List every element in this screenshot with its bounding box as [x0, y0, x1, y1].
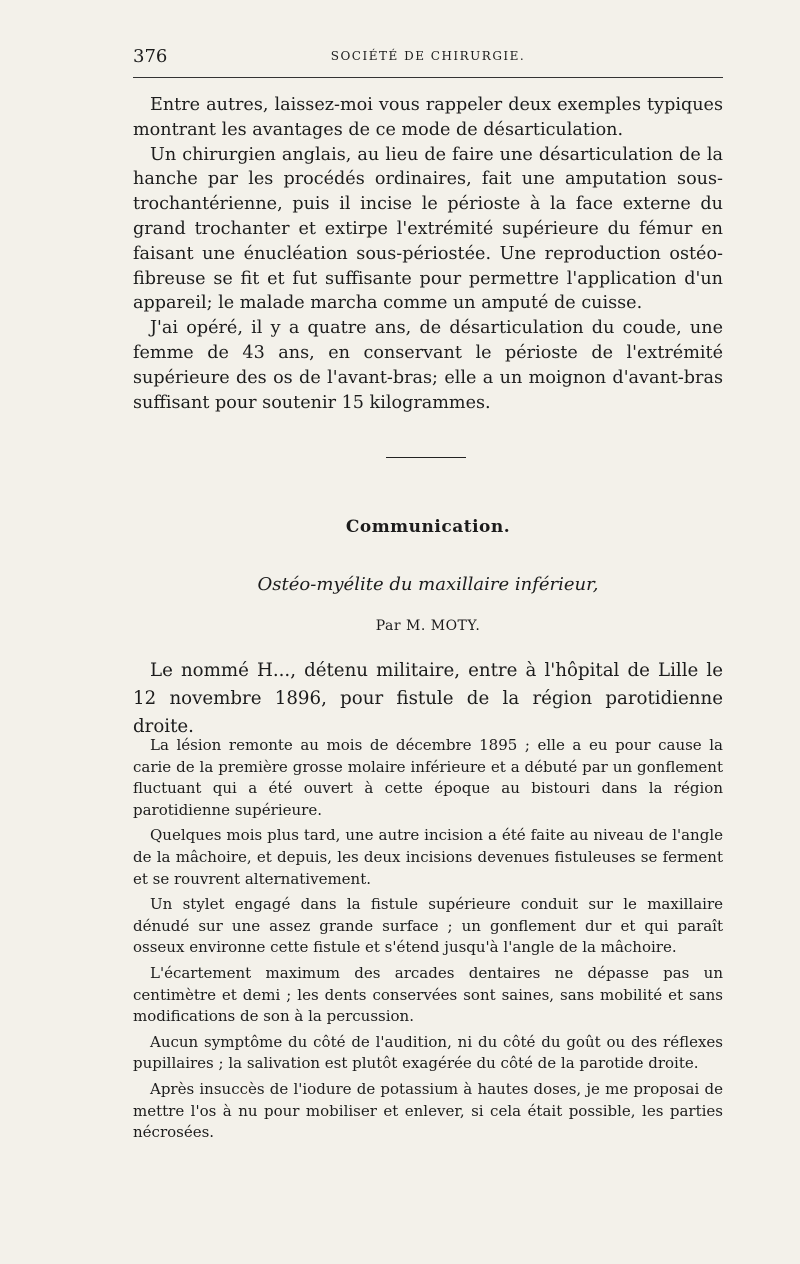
paragraph: Aucun symptôme du côté de l'audition, ni du côté du goût ou des réflexes pupillaires ; la salivation est plutôt exagérée du côté de la parotide droite.	[133, 1032, 723, 1073]
page-header	[133, 46, 723, 70]
lead-text	[133, 657, 723, 741]
section-divider	[386, 457, 466, 458]
paragraph: Un stylet engagé dans la fistule supérieure conduit sur le maxillaire dénudé sur une assez grande surface ; un gonflement dur et qui paraît osseux environne cette fistule et s'étend jusqu'à l'angle de la mâchoire.	[133, 895, 723, 957]
page-number: 376	[133, 46, 168, 67]
paragraph: Un chirurgien anglais, au lieu de faire une désarticulation de la hanche par les procédés ordinaires, fait une amputation sous-trochantérienne, puis il incise le périoste à la face externe du grand trochanter et extirpe l'extrémité supérieure du fémur en faisant une énucléation sous-périostée. Une reproduction ostéo-fibreuse se fit et fut suffisante pour permettre l'application d'un appareil; le malade marcha comme un amputé de cuisse.	[133, 144, 723, 314]
paragraph: Entre autres, laissez-moi vous rappeler deux exemples typiques montrant les avantages de ce mode de désarticulation.	[133, 95, 723, 140]
section-heading: Communication.	[345, 517, 511, 537]
header-rule	[133, 77, 723, 78]
article-title: Ostéo-myélite du maxillaire inférieur,	[257, 574, 599, 595]
paragraph: L'écartement maximum des arcades dentaires ne dépasse pas un centimètre et demi ; les dents conservées sont saines, sans mobilité et sans modifications de son à la percussion.	[133, 963, 723, 1026]
lead-paragraph: Le nommé H..., détenu militaire, entre à l'hôpital de Lille le 12 novembre 1896, pour fistule de la région parotidienne droite.	[133, 660, 723, 737]
byline: Par M. MOTY.	[375, 618, 481, 634]
body-text	[133, 93, 723, 415]
case-report	[133, 735, 723, 1148]
paragraph: Quelques mois plus tard, une autre incision a été faite au niveau de l'angle de la mâchoire, et depuis, les deux incisions devenues fistuleuses se ferment et se rouvrent alternativement.	[133, 826, 723, 888]
running-title: SOCIÉTÉ DE CHIRURGIE.	[330, 49, 526, 63]
paragraph: La lésion remonte au mois de décembre 1895 ; elle a eu pour cause la carie de la première grosse molaire inférieure et a débuté par un gonflement fluctuant qui a été ouvert à cette époque au bistouri dans la région parotidienne supérieure.	[133, 736, 723, 819]
paragraph: Après insuccès de l'iodure de potassium à hautes doses, je me proposai de mettre l'os à nu pour mobiliser et enlever, si cela était possible, les parties nécrosées.	[133, 1079, 723, 1142]
paragraph: J'ai opéré, il y a quatre ans, de désarticulation du coude, une femme de 43 ans, en conservant le périoste de l'extrémité supérieure des os de l'avant-bras; elle a un moignon d'avant-bras suffisant pour soutenir 15 kilogrammes.	[133, 318, 723, 413]
